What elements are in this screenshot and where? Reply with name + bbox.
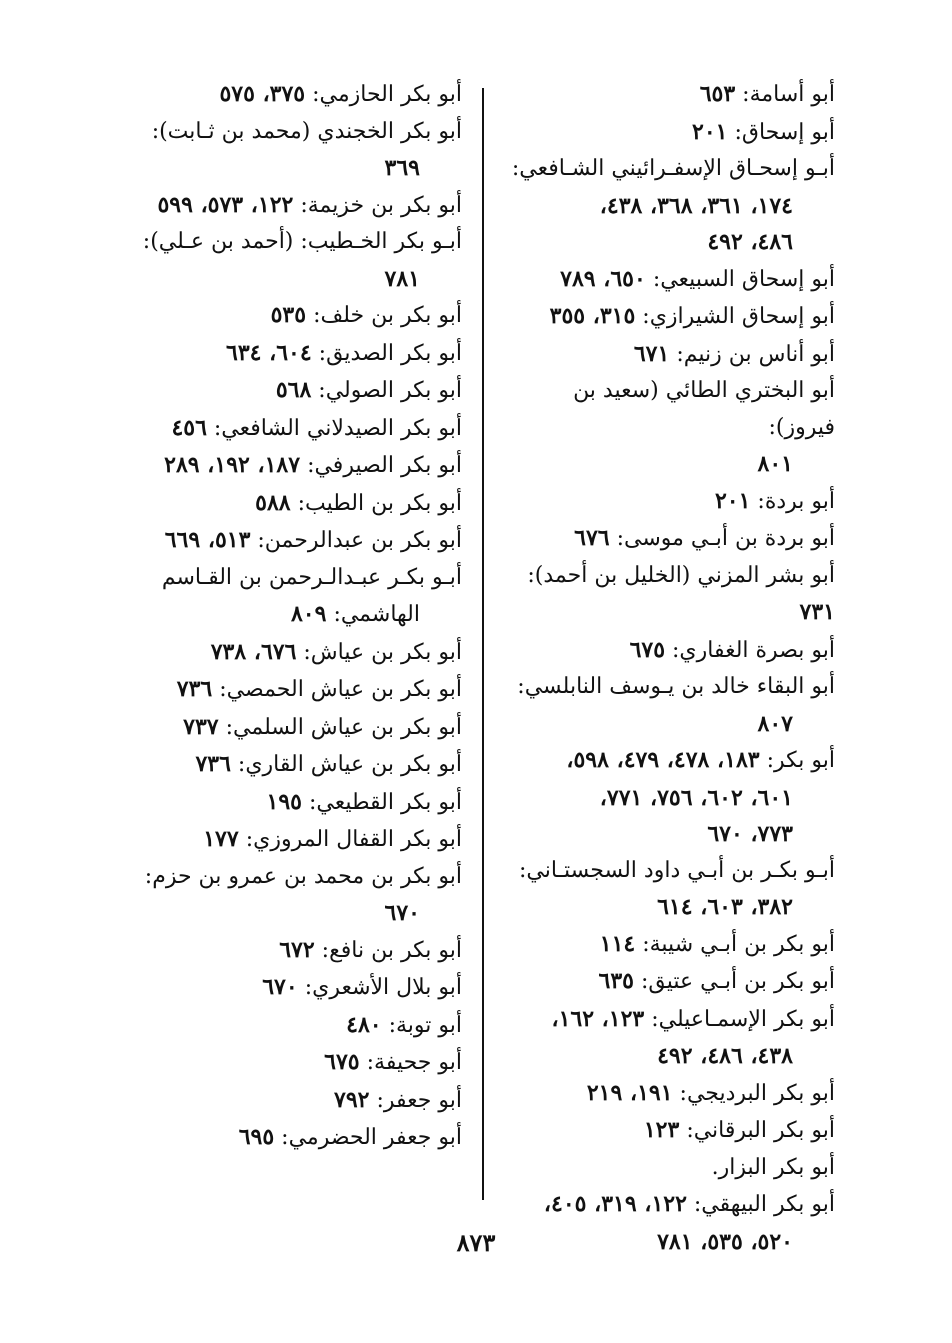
index-entry	[505, 669, 835, 742]
entry-name: أبو بكر البزار.	[711, 1154, 835, 1180]
entry-pages: ١٩١، ٢١٩	[586, 1079, 673, 1106]
index-entry	[505, 76, 835, 114]
index-entry	[505, 1112, 835, 1150]
entry-pages-continuation: ٤٣٨، ٤٨٦، ٤٩٢	[657, 1043, 793, 1069]
index-entry	[505, 632, 835, 670]
entry-pages: ٦٥٣	[699, 81, 736, 107]
index-entry	[505, 151, 835, 261]
index-entry	[505, 1150, 835, 1187]
index-entry	[505, 558, 835, 632]
entry-name: أبو بكر بن عياش الحمصي:	[219, 677, 462, 702]
entry-name: أبو إسحاق الشيرازي:	[642, 304, 835, 329]
entry-pages: ٦٥٠، ٧٨٩	[560, 265, 646, 292]
entry-pages: ١٩٥	[266, 788, 302, 815]
entry-name: أبو إسحاق:	[734, 119, 835, 145]
entry-pages: ١٧٧	[203, 826, 239, 852]
entry-pages: ٧٣١	[799, 599, 835, 625]
entry-name: أبو بصرة الغفاري:	[672, 637, 835, 663]
entry-pages: ٦٧٦	[574, 525, 610, 551]
index-entry	[138, 821, 462, 859]
entry-name: أبو بكر بن عياش:	[303, 639, 462, 665]
entry-pages: ١٢٣	[643, 1117, 680, 1143]
index-entry	[138, 1007, 462, 1045]
entry-pages: ٨٠٩	[290, 601, 327, 627]
entry-pages: ٥٣٥	[270, 302, 307, 328]
entry-pages: ١٢٢، ٣١٩، ٤٠٥،	[543, 1191, 687, 1217]
entry-name: أبو بردة بن أبـي موسى:	[616, 526, 835, 551]
entry-pages: ٥١٣، ٦٦٩	[164, 527, 251, 553]
entry-name: أبو بكر القطيعي:	[309, 789, 462, 815]
column-divider	[482, 88, 484, 1200]
entry-name: أبو بكر القفال المروزي:	[245, 827, 462, 852]
entry-name: أبو بكر البيهقي:	[693, 1192, 835, 1217]
entry-name: أبـو بكر الخـطيب: (أحمد بن عـلي):	[142, 229, 462, 254]
entry-name-continuation-text: الهاشمي:	[333, 602, 420, 627]
entry-pages: ١٢٢، ٥٧٣، ٥٩٩	[157, 191, 294, 218]
entry-pages: ٧٣٦	[195, 751, 231, 777]
entry-pages-continuation: ٥٢٠، ٥٣٥، ٧٨١	[657, 1228, 793, 1255]
entry-pages: ٢٠١	[692, 118, 728, 145]
entry-pages: ٦٩٥	[238, 1124, 275, 1150]
entry-name: أبو بكر الصيرفي:	[307, 453, 462, 478]
index-entry	[138, 522, 462, 560]
entry-pages-continuation: ٤٨٦، ٤٩٢	[707, 229, 793, 255]
entry-pages: ٢٠١	[714, 487, 751, 514]
index-entry	[505, 373, 835, 483]
entry-name: أبو بكر الصولي:	[318, 378, 462, 403]
entry-name: أبو أسامة:	[742, 82, 835, 107]
entry-pages-continuation: ٧٨١	[384, 265, 420, 292]
index-entry	[138, 76, 462, 114]
index-entry	[138, 335, 462, 373]
entry-name: أبو أناس بن زنيم:	[676, 341, 835, 367]
entry-pages: ٦٧١	[633, 340, 670, 367]
entry-name: أبـو إسحـاق الإسفـرائيني الشـافعي:	[511, 156, 835, 181]
entry-pages: ٦٧٢	[279, 936, 315, 963]
entry-name: أبو بكر الخجندي (محمد بن ثـابت):	[151, 118, 462, 144]
entry-name: أبو جعفر الحضرمي:	[281, 1125, 462, 1150]
index-entry	[505, 1001, 835, 1075]
index-entry	[138, 634, 462, 672]
index-entry	[505, 742, 835, 853]
entry-name: أبو بكر:	[766, 748, 835, 773]
entry-name: أبو بكر الصيدلاني الشافعي:	[213, 415, 462, 441]
entry-pages: ٥٨٨	[255, 489, 291, 516]
entry-name: أبو بكر بن أبـي شيبة:	[642, 931, 835, 957]
index-entry	[138, 784, 462, 822]
page-number: ٨٧٣	[456, 1228, 496, 1257]
entry-name: أبو بكر البرقاني:	[686, 1118, 835, 1143]
entry-name: أبو بكر بن عياش السلمي:	[225, 714, 462, 740]
entry-pages-continuation: ١٧٤، ٣٦١، ٣٦٨، ٤٣٨،	[599, 192, 793, 219]
entry-pages: ٦٧٦، ٧٣٨	[210, 638, 297, 665]
entry-name: أبو بكر بن محمد بن عمرو بن حزم:	[144, 863, 462, 889]
entry-name: أبو بكر البرديجي:	[679, 1080, 835, 1106]
entry-name: أبو بكر بن خلف:	[313, 303, 462, 328]
index-entry	[505, 114, 835, 152]
entry-pages: ٧٣٧	[183, 713, 219, 740]
index-entry	[138, 1044, 462, 1082]
index-entry	[138, 410, 462, 448]
index-entry	[138, 560, 462, 634]
index-entry	[505, 336, 835, 374]
index-entry	[505, 483, 835, 521]
entry-name: أبـو بكـر بن أبـي داود السجستـاني:	[518, 857, 835, 883]
entry-name: أبو إسحاق السبيعي:	[652, 266, 835, 292]
index-entry	[505, 298, 835, 336]
entry-pages: ٤٨٠	[346, 1011, 382, 1038]
entry-name: أبو جحيفة:	[366, 1050, 462, 1075]
entry-name: أبو جعفر:	[376, 1087, 462, 1113]
index-entry	[138, 372, 462, 410]
index-entry	[138, 447, 462, 485]
entry-pages-continuation: ٦٠١، ٦٠٢، ٧٥٦، ٧٧١،	[599, 784, 793, 811]
index-column-right	[505, 76, 835, 1260]
entry-pages: ١٨٣، ٤٧٨، ٤٧٩، ٥٩٨،	[566, 747, 760, 773]
index-entry	[138, 297, 462, 335]
entry-name: أبو بكر بن نافع:	[321, 937, 462, 963]
index-entry	[138, 969, 462, 1007]
entry-pages-continuation: ٧٧٣، ٦٧٠	[707, 821, 793, 847]
entry-pages-continuation: ٨٠٧	[757, 710, 793, 737]
entry-name: أبو بكر الحازمي:	[312, 82, 462, 107]
entry-name: أبو البختري الطائي (سعيد بن فيروز):	[573, 378, 835, 440]
index-entry	[505, 520, 835, 558]
entry-pages: ٤٥٦	[171, 414, 207, 441]
entry-pages: ٣٧٥، ٥٧٥	[219, 81, 306, 107]
entry-name: أبو بكر الإسمـاعيلي:	[651, 1006, 835, 1032]
entry-name: أبو بكر بن الطيب:	[297, 490, 462, 516]
index-entry	[505, 1075, 835, 1113]
index-entry	[138, 746, 462, 784]
index-entry	[138, 709, 462, 747]
entry-name: أبو بلال الأشعري:	[304, 975, 462, 1000]
entry-name: أبو توبة:	[388, 1012, 462, 1038]
index-entry	[138, 114, 462, 187]
index-entry	[505, 963, 835, 1001]
entry-pages-continuation: ٣٨٢، ٦٠٣، ٦١٤	[657, 894, 793, 920]
entry-pages: ٦٣٥	[598, 968, 634, 994]
index-entry	[505, 261, 835, 299]
index-entry	[505, 853, 835, 926]
index-entry	[138, 1082, 462, 1120]
index-entry	[138, 224, 462, 297]
entry-pages: ٦٧٥	[324, 1049, 360, 1075]
entry-pages: ٧٩٢	[334, 1086, 370, 1113]
entry-pages: ٦٠٤، ٦٣٤	[226, 339, 312, 366]
entry-pages: ٣١٥، ٣٥٥	[549, 303, 636, 329]
index-entry	[505, 926, 835, 964]
entry-name: أبو بكر بن أبـي عتيق:	[640, 969, 835, 994]
entry-pages: ١٨٧، ١٩٢، ٢٨٩	[164, 452, 301, 478]
index-entry	[138, 187, 462, 225]
entry-pages: ٧٣٦	[176, 676, 213, 702]
entry-pages-continuation: ٨٠١	[757, 451, 793, 477]
entry-name: أبو بكر بن عياش القاري:	[237, 752, 462, 777]
entry-pages: ١١٤	[599, 930, 636, 957]
entry-name: أبو البقاء خالد بن يـوسف النابلسي:	[517, 674, 835, 699]
index-entry	[138, 1119, 462, 1157]
entry-pages: ٥٦٨	[275, 377, 312, 403]
entry-name: أبو بكر بن عبدالرحمن:	[257, 528, 462, 553]
entry-name: أبو بردة:	[757, 488, 835, 514]
entry-name: أبو بشر المزني (الخليل بن أحمد):	[527, 562, 835, 588]
entry-pages: ٦٧٥	[629, 636, 666, 663]
entry-name: أبـو بكـر عبـدالـرحمن بن القـاسم	[161, 564, 462, 590]
entry-name: أبو بكر الصديق:	[318, 340, 462, 366]
index-entry	[138, 485, 462, 523]
entry-pages-continuation: ٦٧٠	[384, 900, 420, 926]
entry-pages: ٦٧٠	[262, 974, 298, 1000]
index-entry	[138, 932, 462, 970]
index-entry	[138, 859, 462, 932]
entry-pages: ١٢٣، ١٦٢،	[551, 1005, 645, 1032]
index-entry	[138, 671, 462, 709]
entry-pages-continuation: ٣٦٩	[384, 155, 420, 181]
index-column-left	[138, 76, 462, 1157]
entry-name: أبو بكر بن خزيمة:	[300, 192, 462, 218]
entry-name-continuation	[138, 596, 462, 634]
